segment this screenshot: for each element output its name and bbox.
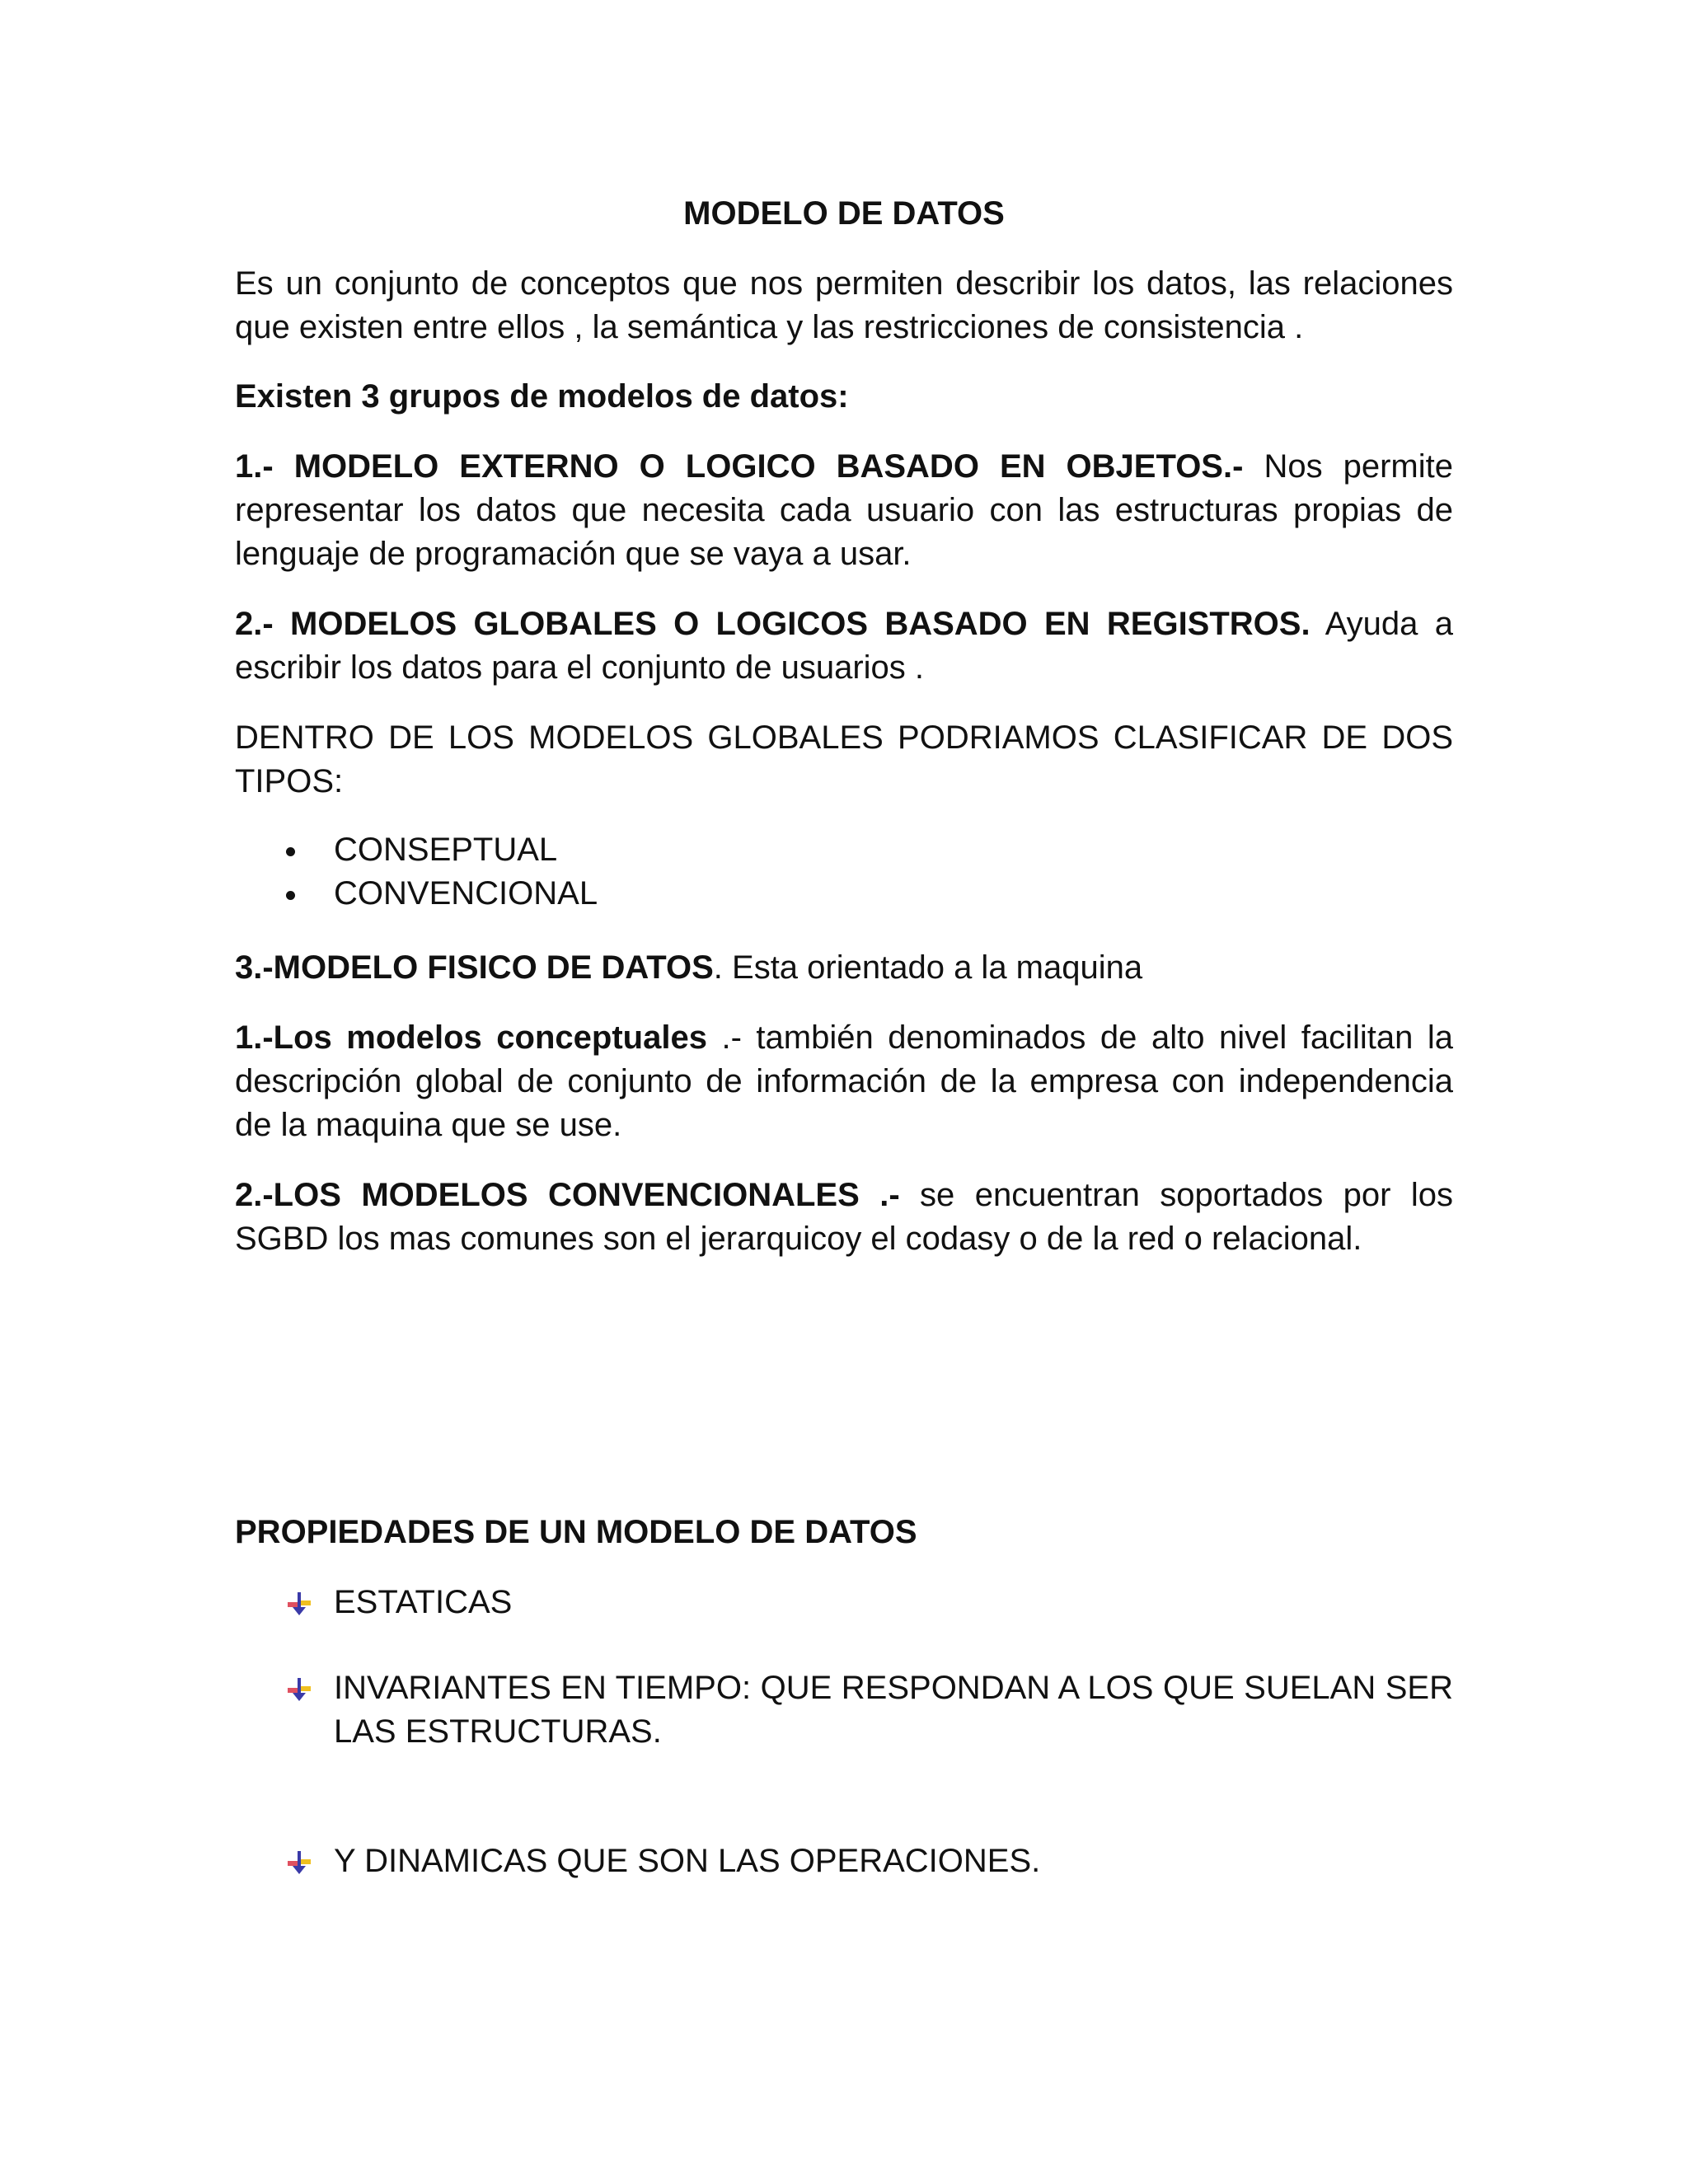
intro-paragraph: [235, 262, 1453, 349]
groups-heading: [235, 375, 1453, 419]
model-1-heading: 1.- MODELO EXTERNO O LOGICO BASADO EN OBJETOS.-: [235, 448, 1244, 485]
model-2-heading: 2.- MODELOS GLOBALES O LOGICOS BASADO EN REGISTROS.: [235, 606, 1311, 642]
bullet-icon: [286, 891, 295, 900]
groups-heading-text: Existen 3 grupos de modelos de datos:: [235, 378, 849, 415]
properties-list-3: [235, 1840, 1453, 1883]
bullet-icon: [286, 847, 295, 856]
properties-list: [235, 1581, 1453, 1624]
conceptual-heading: 1.-Los modelos conceptuales: [235, 1019, 707, 1056]
conventional-text: se encuentran soportados por los SGBD los mas comunes son el jerarquicoy el codasy o de la red o relacional.: [235, 1177, 1453, 1257]
intro-text: Es un conjunto de conceptos que nos permiten describir los datos, las relaciones que existen entre ellos , la semántica y las restricciones de consistencia .: [235, 265, 1453, 345]
globals-paragraph: [235, 716, 1453, 804]
global-type-label: CONVENCIONAL: [334, 875, 598, 912]
arrow-down-bullet-icon: [286, 1676, 312, 1703]
arrow-down-bullet-icon: [286, 1849, 312, 1876]
arrow-down-bullet-icon: [286, 1591, 312, 1617]
conventional-paragraph: [235, 1174, 1453, 1261]
model-2-text: Ayuda a escribir los datos para el conjunto de usuarios .: [235, 606, 1453, 686]
list-item: [235, 1840, 1453, 1883]
list-item: [235, 828, 1453, 872]
model-2-paragraph: [235, 602, 1453, 690]
document-title: MODELO DE DATOS: [683, 195, 1005, 232]
globals-text: DENTRO DE LOS MODELOS GLOBALES PODRIAMOS CLASIFICAR DE DOS TIPOS:: [235, 719, 1453, 799]
properties-list-2: [235, 1666, 1453, 1754]
properties-heading: [235, 1511, 1453, 1554]
properties-heading-text: PROPIEDADES DE UN MODELO DE DATOS: [235, 1514, 917, 1550]
list-item: [235, 1666, 1453, 1754]
global-type-label: CONSEPTUAL: [334, 832, 558, 868]
model-3-heading: 3.-MODELO FISICO DE DATOS: [235, 949, 714, 986]
model-3-text: . Esta orientado a la maquina: [713, 949, 1143, 986]
property-label: INVARIANTES EN TIEMPO: QUE RESPONDAN A LOS QUE SUELAN SER LAS ESTRUCTURAS.: [334, 1670, 1453, 1750]
model-1-text: Nos permite representar los datos que necesita cada usuario con las estructuras propias de lenguaje de programación que se vaya a usar.: [235, 448, 1453, 572]
model-1-paragraph: [235, 445, 1453, 576]
list-item: [235, 1581, 1453, 1624]
list-item: [235, 872, 1453, 916]
global-types-list: [235, 828, 1453, 916]
conceptual-text: .- también denominados de alto nivel facilitan la descripción global de conjunto de información de la empresa con independencia de la maquina que se use.: [235, 1019, 1454, 1143]
property-label: Y DINAMICAS QUE SON LAS OPERACIONES.: [334, 1843, 1041, 1879]
conventional-heading: 2.-LOS MODELOS CONVENCIONALES .-: [235, 1177, 900, 1213]
property-label: ESTATICAS: [334, 1584, 513, 1620]
model-3-paragraph: [235, 946, 1453, 990]
conceptual-paragraph: [235, 1016, 1453, 1147]
